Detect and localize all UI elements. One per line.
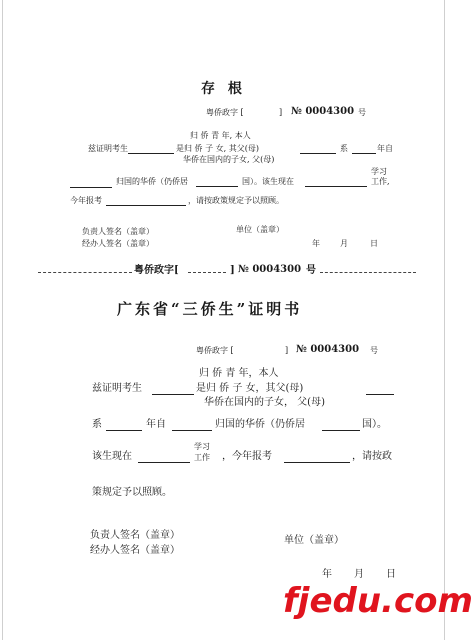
stub-date-day: 日 — [370, 239, 378, 248]
cert-current-blank[interactable] — [138, 452, 190, 463]
stub-parent-blank[interactable] — [300, 144, 336, 154]
cert-apply-blank[interactable] — [284, 452, 350, 463]
stub-sign-responsible: 负责人签名（盖章） — [82, 227, 154, 236]
stub-apply-blank[interactable] — [106, 196, 186, 206]
stub-option-youth: 归 侨 青 年, 本人 — [190, 131, 251, 140]
cert-parent-blank[interactable] — [366, 384, 394, 395]
stub-year-blank[interactable] — [352, 144, 376, 154]
stub-sign-handler: 经办人签名（盖章） — [82, 239, 154, 248]
cert-policy-text: ，请按政 — [352, 451, 392, 462]
cert-year-from: 年自 — [146, 419, 166, 430]
stub-name-blank[interactable] — [128, 144, 174, 154]
cert-year-blank[interactable] — [106, 420, 142, 431]
stub-serial-prefix: 粤侨政字 [ — [206, 108, 244, 117]
cut-serial-number: № 0004300 — [238, 264, 302, 275]
cert-serial-prefix: 粤侨政字 [ — [196, 346, 234, 355]
stub-policy-text: ，请按政策规定予以照顾。 — [188, 196, 284, 205]
cert-date-year: 年 — [322, 569, 332, 580]
cut-line-inner — [188, 272, 226, 273]
stub-certify-label: 兹证明考生 — [88, 144, 128, 153]
cert-policy-text-2: 策规定予以照顾。 — [92, 487, 172, 498]
stub-country-from-blank[interactable] — [70, 178, 112, 188]
stub-serial-close: ] — [279, 108, 283, 117]
stub-current-blank[interactable] — [305, 177, 367, 187]
cut-serial-prefix: 粤侨政字[ — [134, 265, 179, 276]
cert-country-label: 国）。 — [362, 419, 387, 430]
cut-line-right — [320, 272, 416, 273]
cut-serial-close: ] — [230, 265, 235, 276]
cert-date-month: 月 — [354, 569, 364, 580]
stub-dept-label: 系 — [340, 144, 348, 153]
certificate-title: 广东省“三侨生”证明书 — [117, 300, 303, 318]
cert-residence-blank[interactable] — [322, 420, 360, 431]
cert-certify-label: 兹证明考生 — [92, 383, 142, 394]
stub-date-month: 月 — [340, 239, 348, 248]
cert-sign-responsible: 负责人签名（盖章） — [90, 530, 180, 541]
stub-residence-blank[interactable] — [196, 177, 238, 187]
cert-name-blank[interactable] — [152, 384, 194, 395]
cert-option-child: 是归 侨 子 女，其父(母) — [196, 383, 304, 394]
cert-apply-label: ，今年报考 — [222, 451, 272, 462]
stub-date-year: 年 — [312, 239, 320, 248]
stub-country-label: 国）。该生现在 — [242, 177, 294, 186]
stub-option-child: 是归 侨 子 女, 其父(母) — [176, 144, 259, 153]
stub-year-from: 年自 — [377, 144, 393, 153]
cert-sign-handler: 经办人签名（盖章） — [90, 545, 180, 556]
watermark-logo: fjedu.com — [283, 581, 473, 621]
page-right-edge — [444, 0, 445, 640]
cert-serial-suffix: 号 — [370, 346, 378, 355]
cert-dept-label: 系 — [92, 419, 102, 430]
stub-option-overseas-child: 华侨在国内的子女, 父(母) — [183, 155, 275, 164]
cert-country-from-blank[interactable] — [172, 420, 212, 431]
stub-title: 存 根 — [201, 81, 246, 97]
cert-option-youth: 归 侨 青 年，本人 — [199, 368, 279, 379]
stub-study-label: 学习 — [371, 167, 387, 176]
stub-sign-unit: 单位（盖章） — [236, 225, 284, 234]
stub-serial-suffix: 号 — [358, 108, 366, 117]
stub-returned-label: 归国的华侨（仍侨居 — [116, 177, 188, 186]
cert-date-day: 日 — [386, 569, 396, 580]
cert-serial-close: ] — [285, 346, 289, 355]
cert-option-overseas-child: 华侨在国内的子女， 父(母) — [204, 397, 325, 408]
page-left-edge — [2, 0, 3, 640]
cert-current-label: 该生现在 — [92, 451, 132, 462]
stub-work-label: 工作, — [371, 177, 390, 186]
cut-serial-suffix: 号 — [306, 265, 316, 276]
cert-sign-unit: 单位（盖章） — [284, 535, 344, 546]
cert-work-label: 工作 — [194, 453, 210, 462]
cert-returned-label: 归国的华侨（仍侨居 — [215, 419, 305, 430]
cert-study-label: 学习 — [194, 442, 210, 451]
cut-line-left — [38, 272, 132, 273]
cert-serial-number: № 0004300 — [296, 344, 360, 355]
stub-apply-label: 今年报考 — [70, 196, 102, 205]
stub-serial-number: № 0004300 — [291, 106, 355, 117]
